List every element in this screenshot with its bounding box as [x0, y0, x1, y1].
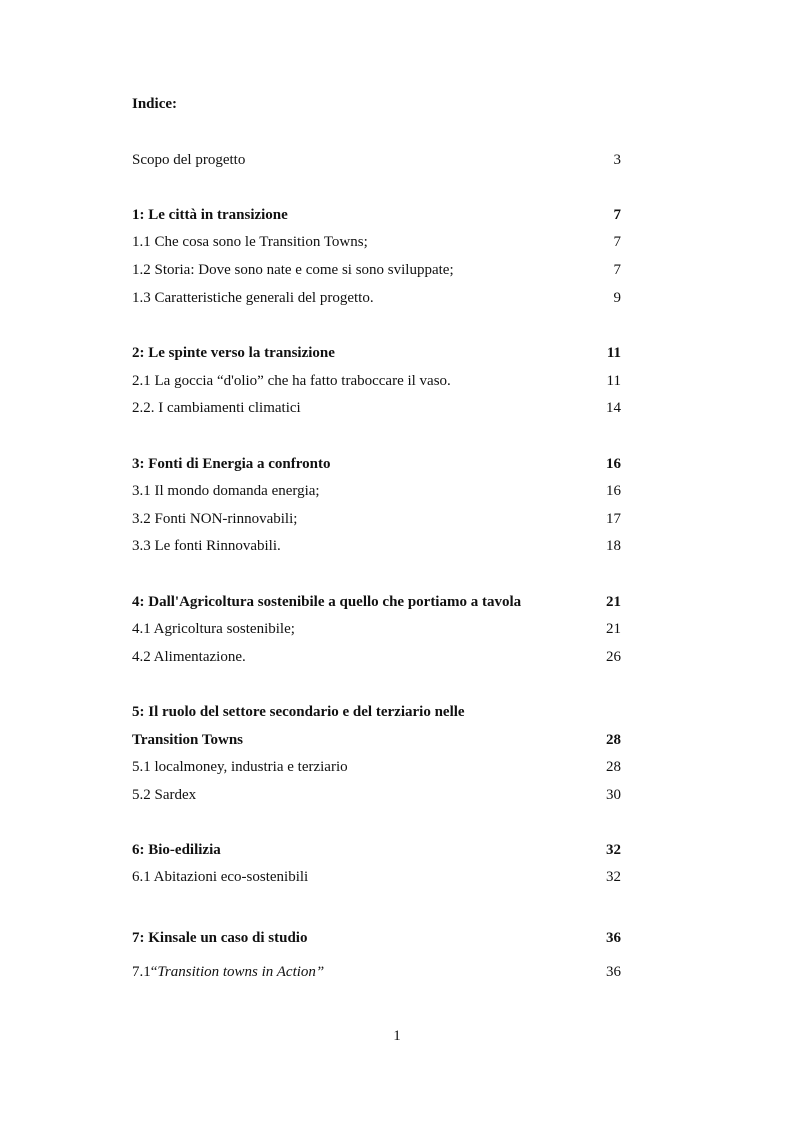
toc-chapter-page: 36 [606, 930, 621, 946]
toc-chapter-title: Transition Towns [132, 732, 244, 748]
toc-entry [132, 508, 621, 530]
toc-entry [132, 480, 621, 502]
page-number: 1 [393, 1028, 401, 1044]
toc-entry-page: 32 [606, 869, 621, 885]
toc-entry [132, 866, 621, 888]
toc-chapter [132, 729, 621, 751]
toc-entry-page: 18 [606, 538, 621, 554]
toc-entry-page: 17 [606, 511, 621, 527]
toc-entry-title: 2.1 La goccia “d'olio” che ha fatto traboccare il vaso. [132, 373, 451, 389]
toc-entry [132, 756, 621, 778]
toc-chapter [132, 453, 621, 475]
toc-chapter [132, 927, 621, 949]
toc-entry-title [132, 961, 324, 983]
toc-entry-title: 4.1 Agricoltura sostenibile; [132, 621, 295, 637]
toc-entry-page: 9 [613, 290, 621, 306]
toc-entry-title: Scopo del progetto [132, 152, 246, 168]
toc-entry-page: 36 [606, 964, 621, 980]
toc-entry-page: 14 [606, 400, 621, 416]
toc-chapter-title: 5: Il ruolo del settore secondario e del terziario nelle [132, 704, 465, 720]
toc-chapter [132, 591, 621, 613]
toc-entry-italic-title: Transition towns in Action” [157, 964, 325, 980]
toc-entry [132, 646, 621, 668]
toc-chapter-page: 16 [606, 456, 621, 472]
toc-chapter-title: 6: Bio-edilizia [132, 842, 221, 858]
toc-entry-page: 3 [613, 152, 621, 168]
toc-entry-number: 7.1“ [132, 964, 158, 980]
toc-entry-page: 11 [606, 373, 621, 389]
toc-entry [132, 231, 621, 253]
toc-chapter-page: 32 [606, 842, 621, 858]
toc-entry-page: 28 [606, 759, 621, 775]
toc-chapter-title: 7: Kinsale un caso di studio [132, 930, 308, 946]
toc-chapter-page: 11 [606, 345, 621, 361]
toc-chapter [132, 342, 621, 364]
toc-entry-title: 5.2 Sardex [132, 787, 197, 803]
toc-entry-page: 7 [613, 234, 621, 250]
toc-entry-page: 16 [606, 483, 621, 499]
toc-chapter-page: 7 [613, 207, 621, 223]
toc-entry [132, 259, 621, 281]
toc-chapter [132, 204, 621, 226]
toc-heading: Indice: [132, 96, 177, 112]
toc-entry-title: 3.2 Fonti NON-rinnovabili; [132, 511, 298, 527]
toc-entry-title: 4.2 Alimentazione. [132, 649, 246, 665]
toc-entry [132, 535, 621, 557]
toc-entry [132, 287, 621, 309]
toc-chapter-title: 2: Le spinte verso la transizione [132, 345, 335, 361]
toc-entry [132, 370, 621, 392]
toc-entry [132, 618, 621, 640]
toc-chapter-page: 21 [606, 594, 621, 610]
toc-entry-title: 1.2 Storia: Dove sono nate e come si sono sviluppate; [132, 262, 454, 278]
toc-entry-page: 30 [606, 787, 621, 803]
toc-entry-title: 2.2. I cambiamenti climatici [132, 400, 301, 416]
toc-chapter-page: 28 [606, 732, 621, 748]
toc-entry-title: 5.1 localmoney, industria e terziario [132, 759, 348, 775]
toc-entry-title: 6.1 Abitazioni eco-sostenibili [132, 869, 309, 885]
toc-entry [132, 397, 621, 419]
toc-entry-title: 3.3 Le fonti Rinnovabili. [132, 538, 281, 554]
toc-entry [132, 961, 621, 983]
toc-entry [132, 149, 621, 171]
toc-entry-page: 21 [606, 621, 621, 637]
toc-entry-page: 7 [613, 262, 621, 278]
toc-chapter-title: 4: Dall'Agricoltura sostenibile a quello che portiamo a tavola [132, 594, 522, 610]
toc-chapter-title: 3: Fonti di Energia a confronto [132, 456, 331, 472]
toc-entry [132, 784, 621, 806]
toc-chapter [132, 839, 621, 861]
toc-chapter [132, 701, 621, 723]
toc-entry-title: 1.3 Caratteristiche generali del progetto. [132, 290, 374, 306]
toc-entry-page: 26 [606, 649, 621, 665]
toc-chapter-title: 1: Le città in transizione [132, 207, 288, 223]
toc-entry-title: 1.1 Che cosa sono le Transition Towns; [132, 234, 368, 250]
toc-entry-title: 3.1 Il mondo domanda energia; [132, 483, 320, 499]
